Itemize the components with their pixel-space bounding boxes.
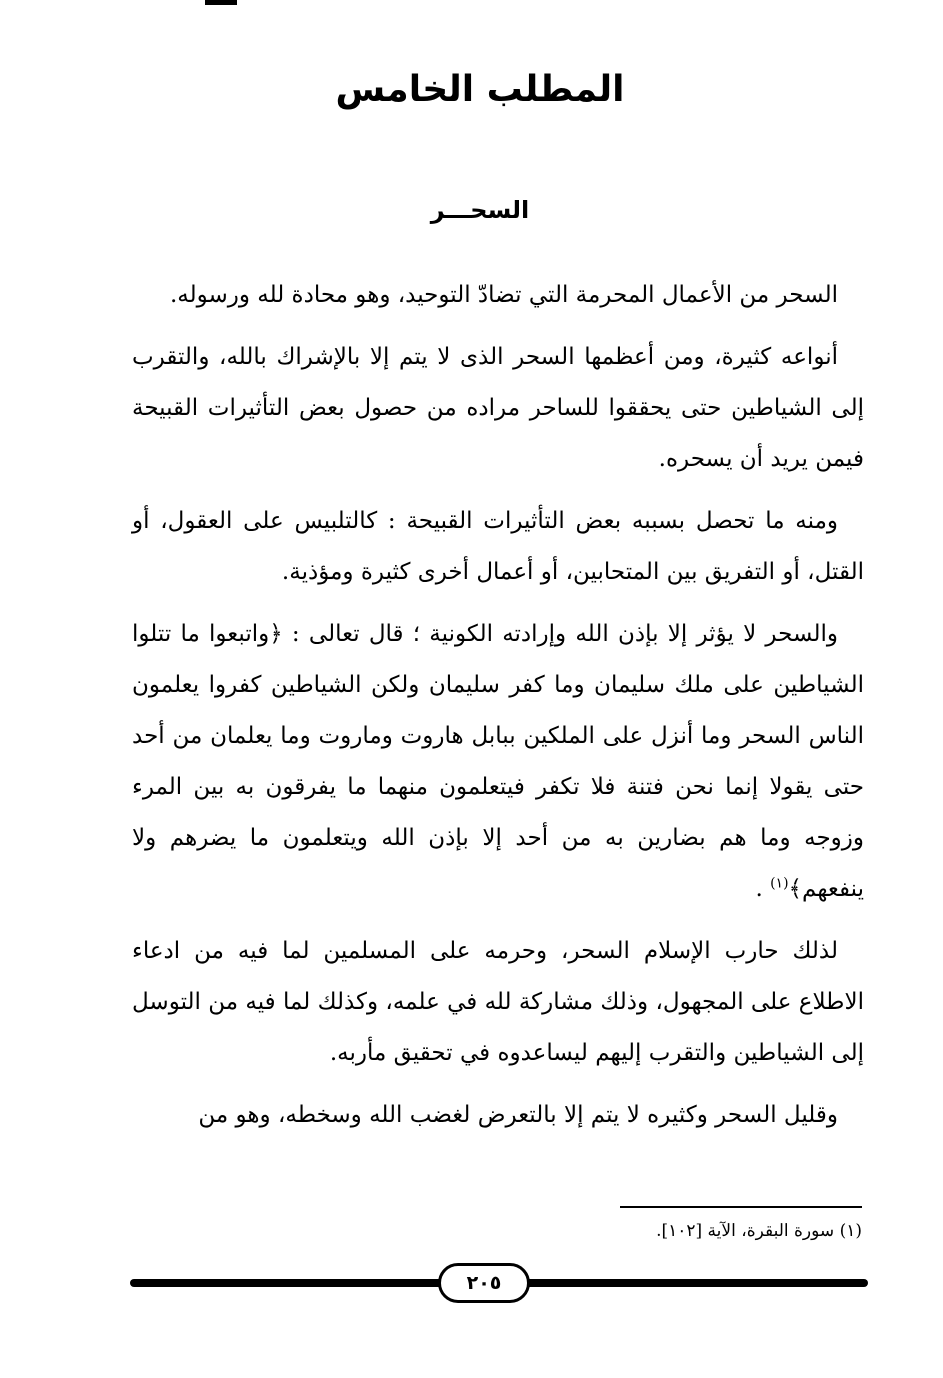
paragraph-2: أنواعه كثيرة، ومن أعظمها السحر الذى لا يتم إلا بالإشراك بالله، والتقرب إلى الشياطين حتى يحققوا للساحر مراده من حصول بعض التأثيرات القبيحة فيمن يريد أن يسحره. [132,344,864,472]
paragraph-3: ومنه ما تحصل بسببه بعض التأثيرات القبيحة : كالتلبيس على العقول، أو القتل، أو التفريق بين المتحابين، أو أعمال أخرى كثيرة ومؤذية. [132,508,864,585]
footnote-reference[interactable]: (١) [770,875,789,892]
bottom-rule-right [518,1279,868,1287]
body-text [132,270,864,1152]
page-title: المطلب الخامس [335,69,625,110]
paragraph-4-text: والسحر لا يؤثر إلا بإذن الله وإرادته الكونية ؛ قال تعالى : ﴿واتبعوا ما تتلوا الشياطين على ملك سليمان وما كفر سليمان ولكن الشياطين كفروا يعلمون الناس السحر وما أنزل على الملكين ببابل هاروت وماروت وما يعلمان من أحد حتى يقولا إنما نحن فتنة فلا تكفر فيتعلمون منهما ما يفرقون به بين المرء وزوجه وما هم بضارين به من أحد إلا بإذن الله ويتعلمون ما يضرهم ولا ينفعهم﴾ [132,621,864,902]
footnote: (١) سورة البقرة، الآية [١٠٢]. [656,1221,862,1241]
paragraph-4-end: . [755,876,763,902]
paragraph-1: السحر من الأعمال المحرمة التي تضادّ التوحيد، وهو محادة لله ورسوله. [169,282,838,308]
section-heading: السحـــر [430,196,530,224]
footnote-divider [620,1206,862,1208]
paragraph-4 [132,609,864,915]
top-edge-mark [205,0,237,5]
bottom-rule-left [130,1279,448,1287]
paragraph-5: لذلك حارب الإسلام السحر، وحرمه على المسلمين لما فيه من ادعاء الاطلاع على المجهول، وذلك مشاركة لله في علمه، وكذلك لما فيه من التوسل إلى الشياطين والتقرب إليهم ليساعدوه في تحقيق مأربه. [132,938,864,1066]
page-number: ٢٠٥ [438,1263,530,1303]
paragraph-6: وقليل السحر وكثيره لا يتم إلا بالتعرض لغضب الله وسخطه، وهو من [198,1102,838,1128]
